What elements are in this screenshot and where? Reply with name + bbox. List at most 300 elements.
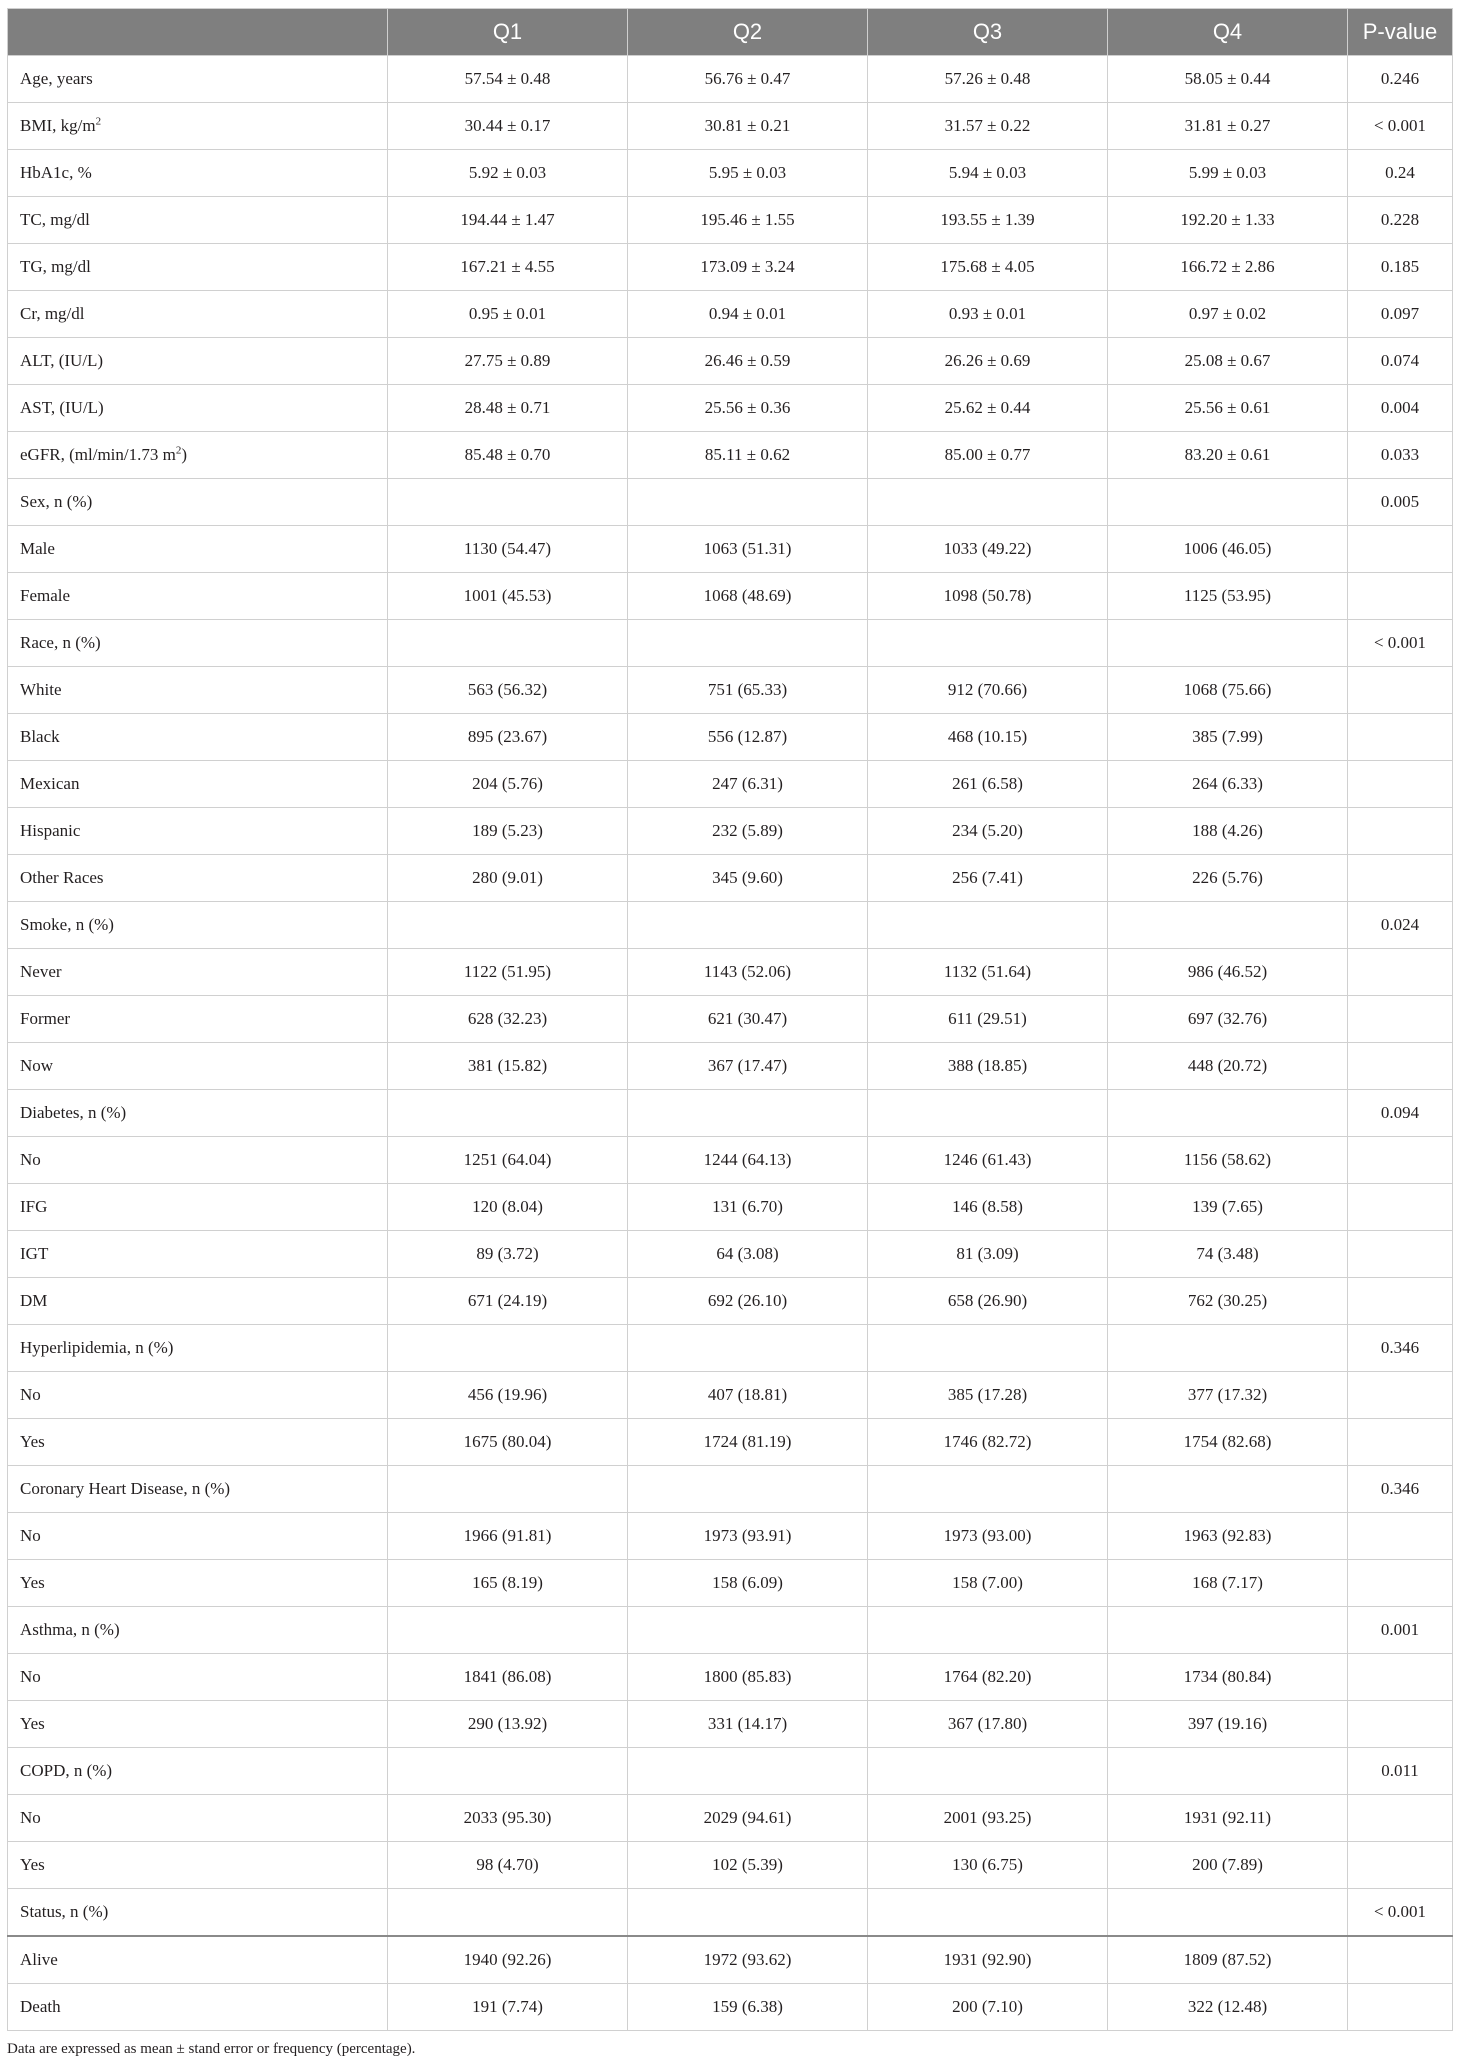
- cell-q2: 1143 (52.06): [628, 949, 868, 996]
- cell-q4: [1108, 902, 1348, 949]
- cell-q1: 120 (8.04): [388, 1184, 628, 1231]
- cell-q1: [388, 1889, 628, 1937]
- row-label-text: IFG: [20, 1197, 48, 1216]
- cell-q4: 166.72 ± 2.86: [1108, 244, 1348, 291]
- row-label: [8, 526, 388, 573]
- cell-q1: 27.75 ± 0.89: [388, 338, 628, 385]
- row-label: [8, 1984, 388, 2031]
- cell-p-value: [1348, 1184, 1453, 1231]
- cell-q1: 5.92 ± 0.03: [388, 150, 628, 197]
- row-label-text: White: [20, 680, 62, 699]
- cell-q3: 1098 (50.78): [868, 573, 1108, 620]
- cell-q3: [868, 620, 1108, 667]
- table-row: [8, 197, 1453, 244]
- cell-q2: 1800 (85.83): [628, 1654, 868, 1701]
- row-label: [8, 244, 388, 291]
- cell-q3: 1931 (92.90): [868, 1936, 1108, 1984]
- table-row: [8, 1701, 1453, 1748]
- cell-q2: [628, 1607, 868, 1654]
- cell-p-value: [1348, 526, 1453, 573]
- cell-q1: 89 (3.72): [388, 1231, 628, 1278]
- header-q3: Q3: [868, 9, 1108, 56]
- cell-p-value: [1348, 1278, 1453, 1325]
- row-label-text: Yes: [20, 1855, 45, 1874]
- row-label: [8, 1842, 388, 1889]
- cell-q4: [1108, 620, 1348, 667]
- cell-q3: 158 (7.00): [868, 1560, 1108, 1607]
- cell-q2: 1972 (93.62): [628, 1936, 868, 1984]
- cell-q2: 25.56 ± 0.36: [628, 385, 868, 432]
- cell-q4: 200 (7.89): [1108, 1842, 1348, 1889]
- cell-q4: 192.20 ± 1.33: [1108, 197, 1348, 244]
- table-header-row: [8, 9, 1453, 56]
- table-row: [8, 855, 1453, 902]
- cell-q3: 256 (7.41): [868, 855, 1108, 902]
- cell-q4: 377 (17.32): [1108, 1372, 1348, 1419]
- cell-q1: 1001 (45.53): [388, 573, 628, 620]
- table-row: [8, 150, 1453, 197]
- cell-q2: 64 (3.08): [628, 1231, 868, 1278]
- row-label: [8, 1419, 388, 1466]
- cell-p-value: [1348, 1560, 1453, 1607]
- cell-q1: 628 (32.23): [388, 996, 628, 1043]
- row-label-text: TG, mg/dl: [20, 257, 91, 276]
- table-row: [8, 714, 1453, 761]
- cell-q4: [1108, 1748, 1348, 1795]
- cell-p-value: 0.346: [1348, 1466, 1453, 1513]
- row-label: [8, 855, 388, 902]
- cell-q1: 456 (19.96): [388, 1372, 628, 1419]
- cell-q3: 130 (6.75): [868, 1842, 1108, 1889]
- cell-q2: 0.94 ± 0.01: [628, 291, 868, 338]
- cell-q3: 611 (29.51): [868, 996, 1108, 1043]
- row-label-text: Female: [20, 586, 71, 605]
- row-label: [8, 1560, 388, 1607]
- cell-q2: [628, 620, 868, 667]
- table-row: [8, 1936, 1453, 1984]
- row-label-text: Former: [20, 1009, 71, 1028]
- cell-q3: 658 (26.90): [868, 1278, 1108, 1325]
- cell-p-value: 0.246: [1348, 56, 1453, 103]
- data-table-container: [7, 8, 1452, 2031]
- cell-p-value: 0.24: [1348, 150, 1453, 197]
- row-label: [8, 291, 388, 338]
- cell-q1: 204 (5.76): [388, 761, 628, 808]
- row-label-text: No: [20, 1526, 41, 1545]
- cell-q4: 226 (5.76): [1108, 855, 1348, 902]
- row-label: [8, 808, 388, 855]
- cell-q1: 563 (56.32): [388, 667, 628, 714]
- cell-q4: 322 (12.48): [1108, 1984, 1348, 2031]
- cell-q3: 26.26 ± 0.69: [868, 338, 1108, 385]
- table-row: [8, 385, 1453, 432]
- cell-q2: 367 (17.47): [628, 1043, 868, 1090]
- cell-p-value: [1348, 1842, 1453, 1889]
- row-label-superscript: 2: [175, 444, 182, 457]
- cell-p-value: [1348, 1654, 1453, 1701]
- cell-q1: 189 (5.23): [388, 808, 628, 855]
- row-label-text: eGFR, (ml/min/1.73 m: [20, 445, 176, 464]
- cell-q4: 74 (3.48): [1108, 1231, 1348, 1278]
- row-label: [8, 1325, 388, 1372]
- cell-p-value: [1348, 1231, 1453, 1278]
- table-row: [8, 1607, 1453, 1654]
- cell-q1: 167.21 ± 4.55: [388, 244, 628, 291]
- cell-q2: [628, 902, 868, 949]
- cell-q2: [628, 1090, 868, 1137]
- cell-q4: 385 (7.99): [1108, 714, 1348, 761]
- row-label: [8, 1184, 388, 1231]
- table-row: [8, 1231, 1453, 1278]
- cell-q3: 1973 (93.00): [868, 1513, 1108, 1560]
- row-label-text: Never: [20, 962, 62, 981]
- header-p-value: P-value: [1348, 9, 1453, 56]
- cell-p-value: [1348, 1137, 1453, 1184]
- table-row: [8, 479, 1453, 526]
- table-row: [8, 338, 1453, 385]
- cell-q3: 0.93 ± 0.01: [868, 291, 1108, 338]
- cell-q3: 912 (70.66): [868, 667, 1108, 714]
- table-row: [8, 432, 1453, 479]
- table-row: [8, 1842, 1453, 1889]
- row-label-text: Hyperlipidemia, n (%): [20, 1338, 174, 1357]
- cell-q4: 397 (19.16): [1108, 1701, 1348, 1748]
- cell-q1: 1130 (54.47): [388, 526, 628, 573]
- table-row: [8, 1043, 1453, 1090]
- row-label: [8, 197, 388, 244]
- cell-q2: 159 (6.38): [628, 1984, 868, 2031]
- cell-q2: 85.11 ± 0.62: [628, 432, 868, 479]
- row-label-text: Now: [20, 1056, 54, 1075]
- cell-q2: 692 (26.10): [628, 1278, 868, 1325]
- row-label-text: COPD, n (%): [20, 1761, 113, 1780]
- cell-q2: 345 (9.60): [628, 855, 868, 902]
- cell-q1: 1675 (80.04): [388, 1419, 628, 1466]
- cell-q4: 5.99 ± 0.03: [1108, 150, 1348, 197]
- cell-q4: [1108, 1325, 1348, 1372]
- row-label-text: Yes: [20, 1573, 45, 1592]
- cell-q3: 1764 (82.20): [868, 1654, 1108, 1701]
- header-q1: Q1: [388, 9, 628, 56]
- cell-p-value: 0.024: [1348, 902, 1453, 949]
- table-body: [8, 56, 1453, 2031]
- cell-q2: 1973 (93.91): [628, 1513, 868, 1560]
- row-label: [8, 1043, 388, 1090]
- cell-q3: 388 (18.85): [868, 1043, 1108, 1090]
- cell-p-value: 0.011: [1348, 1748, 1453, 1795]
- cell-p-value: 0.346: [1348, 1325, 1453, 1372]
- cell-q4: 1809 (87.52): [1108, 1936, 1348, 1984]
- cell-q3: 2001 (93.25): [868, 1795, 1108, 1842]
- cell-q1: [388, 1325, 628, 1372]
- cell-q2: 2029 (94.61): [628, 1795, 868, 1842]
- row-label-text: AST, (IU/L): [20, 398, 104, 417]
- row-label-text: Black: [20, 727, 60, 746]
- cell-q3: [868, 1748, 1108, 1795]
- cell-p-value: [1348, 1984, 1453, 2031]
- cell-q3: 468 (10.15): [868, 714, 1108, 761]
- cell-q1: 671 (24.19): [388, 1278, 628, 1325]
- row-label-text: Alive: [20, 1950, 58, 1969]
- row-label: [8, 573, 388, 620]
- row-label: [8, 1090, 388, 1137]
- cell-p-value: [1348, 1043, 1453, 1090]
- cell-q2: 232 (5.89): [628, 808, 868, 855]
- cell-q4: [1108, 1889, 1348, 1937]
- row-label: [8, 1795, 388, 1842]
- cell-q4: 1963 (92.83): [1108, 1513, 1348, 1560]
- cell-q2: 26.46 ± 0.59: [628, 338, 868, 385]
- cell-q2: [628, 1325, 868, 1372]
- cell-p-value: [1348, 1936, 1453, 1984]
- table-row: [8, 1372, 1453, 1419]
- row-label-text: Male: [20, 539, 55, 558]
- cell-p-value: [1348, 1419, 1453, 1466]
- row-label-text: HbA1c, %: [20, 163, 92, 182]
- row-label-text: Coronary Heart Disease, n (%): [20, 1479, 231, 1498]
- cell-q1: 2033 (95.30): [388, 1795, 628, 1842]
- row-label: [8, 761, 388, 808]
- cell-q1: 30.44 ± 0.17: [388, 103, 628, 150]
- row-label-text: Race, n (%): [20, 633, 101, 652]
- row-label-text: Death: [20, 1997, 61, 2016]
- row-label-text: Other Races: [20, 868, 104, 887]
- header-q2: Q2: [628, 9, 868, 56]
- cell-q4: 986 (46.52): [1108, 949, 1348, 996]
- cell-q3: 57.26 ± 0.48: [868, 56, 1108, 103]
- cell-q2: 1063 (51.31): [628, 526, 868, 573]
- cell-p-value: [1348, 996, 1453, 1043]
- cell-q1: 85.48 ± 0.70: [388, 432, 628, 479]
- cell-q1: [388, 479, 628, 526]
- row-label: [8, 902, 388, 949]
- cell-q1: 28.48 ± 0.71: [388, 385, 628, 432]
- row-label-text: TC, mg/dl: [20, 210, 90, 229]
- row-label: [8, 1278, 388, 1325]
- cell-q1: 191 (7.74): [388, 1984, 628, 2031]
- table-row: [8, 1184, 1453, 1231]
- row-label: [8, 714, 388, 761]
- cell-q4: 83.20 ± 0.61: [1108, 432, 1348, 479]
- cell-q4: [1108, 1607, 1348, 1654]
- table-row: [8, 902, 1453, 949]
- cell-q4: 58.05 ± 0.44: [1108, 56, 1348, 103]
- cell-p-value: 0.185: [1348, 244, 1453, 291]
- table-row: [8, 1560, 1453, 1607]
- cell-q1: 57.54 ± 0.48: [388, 56, 628, 103]
- cell-q4: 1125 (53.95): [1108, 573, 1348, 620]
- row-label-superscript: 2: [95, 115, 102, 128]
- cell-q4: 25.56 ± 0.61: [1108, 385, 1348, 432]
- row-label: [8, 385, 388, 432]
- row-label: [8, 1231, 388, 1278]
- row-label: [8, 1607, 388, 1654]
- row-label-text: No: [20, 1808, 41, 1827]
- cell-q2: 195.46 ± 1.55: [628, 197, 868, 244]
- cell-p-value: [1348, 573, 1453, 620]
- row-label-text: DM: [20, 1291, 48, 1310]
- cell-p-value: [1348, 667, 1453, 714]
- table-row: [8, 1466, 1453, 1513]
- row-label-text: No: [20, 1667, 41, 1686]
- row-label: [8, 56, 388, 103]
- row-label-text: Cr, mg/dl: [20, 304, 85, 323]
- cell-q1: 895 (23.67): [388, 714, 628, 761]
- cell-q4: 31.81 ± 0.27: [1108, 103, 1348, 150]
- cell-q4: 168 (7.17): [1108, 1560, 1348, 1607]
- cell-q1: [388, 902, 628, 949]
- table-row: [8, 949, 1453, 996]
- cell-q3: [868, 479, 1108, 526]
- cell-q4: 1931 (92.11): [1108, 1795, 1348, 1842]
- cell-p-value: [1348, 1701, 1453, 1748]
- row-label-text: IGT: [20, 1244, 49, 1263]
- cell-p-value: [1348, 1372, 1453, 1419]
- table-row: [8, 56, 1453, 103]
- table-row: [8, 1090, 1453, 1137]
- cell-q1: 194.44 ± 1.47: [388, 197, 628, 244]
- row-label-text: Sex, n (%): [20, 492, 93, 511]
- row-label-text: Yes: [20, 1432, 45, 1451]
- cell-p-value: [1348, 949, 1453, 996]
- cell-q3: [868, 1466, 1108, 1513]
- cell-q3: 367 (17.80): [868, 1701, 1108, 1748]
- cell-q3: 25.62 ± 0.44: [868, 385, 1108, 432]
- cell-q4: 1156 (58.62): [1108, 1137, 1348, 1184]
- row-label: [8, 338, 388, 385]
- row-label-text: Hispanic: [20, 821, 81, 840]
- row-label: [8, 1513, 388, 1560]
- row-label-text: Status, n (%): [20, 1902, 109, 1921]
- cell-p-value: 0.004: [1348, 385, 1453, 432]
- table-row: [8, 1889, 1453, 1937]
- row-label: [8, 1137, 388, 1184]
- cell-q3: [868, 1607, 1108, 1654]
- row-label: [8, 996, 388, 1043]
- cell-q3: 385 (17.28): [868, 1372, 1108, 1419]
- cell-q1: 1841 (86.08): [388, 1654, 628, 1701]
- header-q4: Q4: [1108, 9, 1348, 56]
- cell-q2: 407 (18.81): [628, 1372, 868, 1419]
- cell-q4: 0.97 ± 0.02: [1108, 291, 1348, 338]
- table-row: [8, 808, 1453, 855]
- row-label: [8, 432, 388, 479]
- table-row: [8, 1137, 1453, 1184]
- cell-q3: 200 (7.10): [868, 1984, 1108, 2031]
- cell-q1: [388, 1090, 628, 1137]
- cell-q4: 1754 (82.68): [1108, 1419, 1348, 1466]
- cell-q4: 264 (6.33): [1108, 761, 1348, 808]
- table-row: [8, 291, 1453, 338]
- row-label-text: No: [20, 1385, 41, 1404]
- table-row: [8, 1795, 1453, 1842]
- table-row: [8, 761, 1453, 808]
- cell-p-value: [1348, 1513, 1453, 1560]
- cell-q1: 1940 (92.26): [388, 1936, 628, 1984]
- cell-q1: [388, 1748, 628, 1795]
- cell-p-value: [1348, 761, 1453, 808]
- table-row: [8, 244, 1453, 291]
- cell-q3: [868, 902, 1108, 949]
- cell-p-value: 0.033: [1348, 432, 1453, 479]
- cell-q4: 762 (30.25): [1108, 1278, 1348, 1325]
- row-label: [8, 1372, 388, 1419]
- cell-q3: 261 (6.58): [868, 761, 1108, 808]
- cell-q2: 158 (6.09): [628, 1560, 868, 1607]
- cell-q3: 1033 (49.22): [868, 526, 1108, 573]
- cell-p-value: [1348, 855, 1453, 902]
- row-label: [8, 103, 388, 150]
- cell-p-value: 0.228: [1348, 197, 1453, 244]
- cell-q1: [388, 1607, 628, 1654]
- header-label-column: [8, 9, 388, 56]
- row-label-text: Diabetes, n (%): [20, 1103, 127, 1122]
- table-row: [8, 620, 1453, 667]
- cell-q4: [1108, 1090, 1348, 1137]
- table-row: [8, 1984, 1453, 2031]
- cell-q2: 751 (65.33): [628, 667, 868, 714]
- cell-q3: [868, 1889, 1108, 1937]
- cell-q1: 1122 (51.95): [388, 949, 628, 996]
- row-label-text: ALT, (IU/L): [20, 351, 104, 370]
- cell-q2: 30.81 ± 0.21: [628, 103, 868, 150]
- cell-q4: 139 (7.65): [1108, 1184, 1348, 1231]
- cell-q2: 247 (6.31): [628, 761, 868, 808]
- row-label: [8, 1654, 388, 1701]
- cell-q3: 31.57 ± 0.22: [868, 103, 1108, 150]
- row-label: [8, 1889, 388, 1937]
- cell-p-value: 0.094: [1348, 1090, 1453, 1137]
- cell-q2: [628, 479, 868, 526]
- row-label-text: Smoke, n (%): [20, 915, 114, 934]
- cell-p-value: < 0.001: [1348, 620, 1453, 667]
- cell-q2: [628, 1466, 868, 1513]
- cell-q1: 280 (9.01): [388, 855, 628, 902]
- row-label-suffix: ): [181, 445, 188, 464]
- cell-p-value: 0.005: [1348, 479, 1453, 526]
- table-row: [8, 1513, 1453, 1560]
- row-label-text: Age, years: [20, 69, 93, 88]
- cell-q4: 697 (32.76): [1108, 996, 1348, 1043]
- cell-q3: 234 (5.20): [868, 808, 1108, 855]
- cell-q2: 5.95 ± 0.03: [628, 150, 868, 197]
- table-row: [8, 667, 1453, 714]
- cell-q4: 25.08 ± 0.67: [1108, 338, 1348, 385]
- row-label-text: No: [20, 1150, 41, 1169]
- cell-q3: 1746 (82.72): [868, 1419, 1108, 1466]
- row-label: [8, 1701, 388, 1748]
- cell-q4: 1006 (46.05): [1108, 526, 1348, 573]
- row-label-text: Asthma, n (%): [20, 1620, 120, 1639]
- cell-q1: [388, 1466, 628, 1513]
- cell-q1: 98 (4.70): [388, 1842, 628, 1889]
- cell-q3: 193.55 ± 1.39: [868, 197, 1108, 244]
- cell-p-value: [1348, 1795, 1453, 1842]
- cell-p-value: 0.001: [1348, 1607, 1453, 1654]
- cell-p-value: < 0.001: [1348, 1889, 1453, 1937]
- table-row: [8, 1278, 1453, 1325]
- cell-q1: 1251 (64.04): [388, 1137, 628, 1184]
- cell-q1: 1966 (91.81): [388, 1513, 628, 1560]
- table-row: [8, 573, 1453, 620]
- cell-q3: [868, 1325, 1108, 1372]
- row-label-text: Yes: [20, 1714, 45, 1733]
- cell-q4: 188 (4.26): [1108, 808, 1348, 855]
- cell-p-value: [1348, 808, 1453, 855]
- cell-q2: 1068 (48.69): [628, 573, 868, 620]
- cell-q2: 621 (30.47): [628, 996, 868, 1043]
- row-label-text: Mexican: [20, 774, 80, 793]
